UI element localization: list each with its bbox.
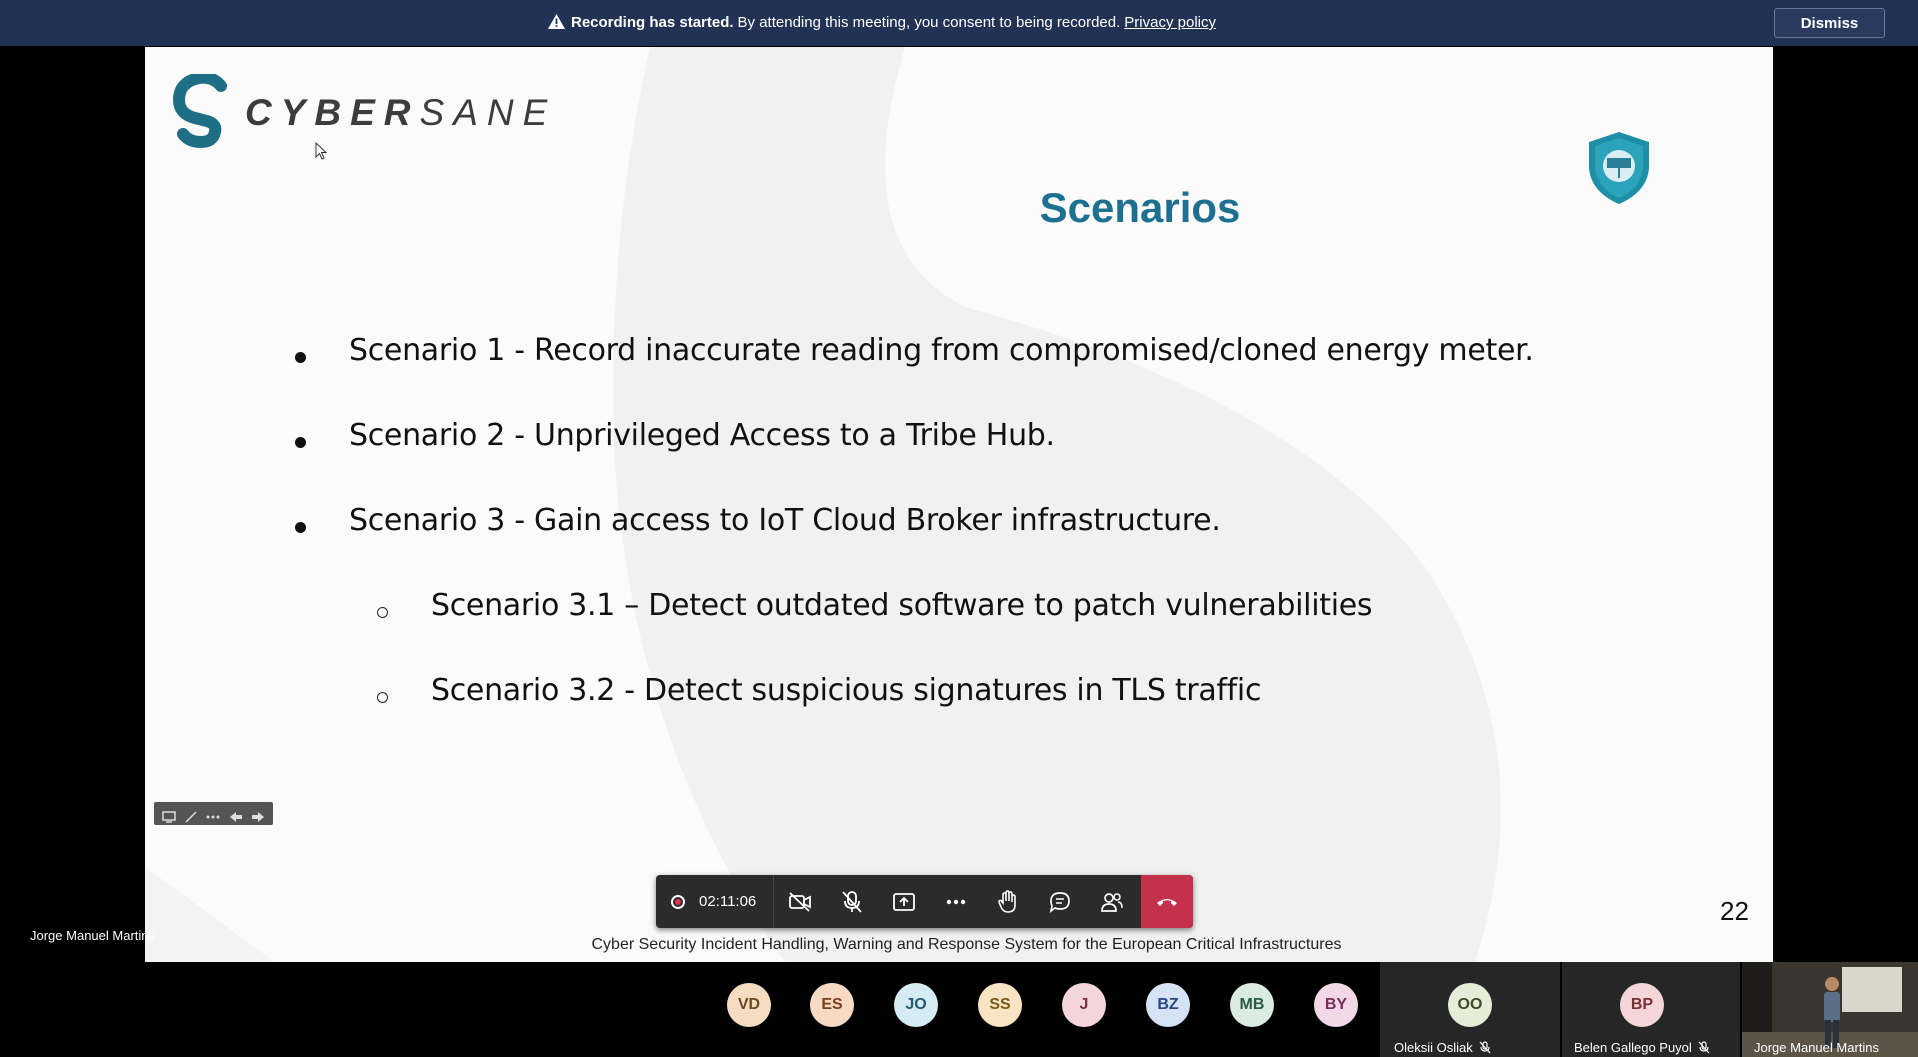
bullet-scenario-3-1: Scenario 3.1 – Detect outdated software to patch vulnerabilities xyxy=(431,588,1373,623)
pen-tool-icon[interactable] xyxy=(184,808,198,820)
slide-footer: Cyber Security Incident Handling, Warning and Response System for the European Critical Infrastructures xyxy=(591,936,1342,953)
more-actions-button[interactable] xyxy=(930,875,982,928)
participant-tile[interactable] xyxy=(1380,962,1560,1057)
previous-slide-icon[interactable] xyxy=(229,808,243,820)
chat-icon xyxy=(1049,891,1071,913)
mic-off-icon xyxy=(1698,1041,1710,1054)
participant-avatar[interactable]: BZ xyxy=(1146,983,1190,1027)
slide-navigation-tools xyxy=(154,802,273,825)
camera-button[interactable] xyxy=(774,875,826,928)
chat-button[interactable] xyxy=(1034,875,1086,928)
mic-off-icon xyxy=(841,890,863,914)
share-screen-icon xyxy=(893,893,915,911)
participant-avatar[interactable]: MB xyxy=(1230,983,1274,1027)
leave-call-button[interactable] xyxy=(1141,875,1193,928)
bullet-scenario-3-2: Scenario 3.2 - Detect suspicious signatures in TLS traffic xyxy=(431,673,1262,708)
hang-up-icon xyxy=(1156,897,1178,907)
participant-name: Jorge Manuel Martins xyxy=(1754,1040,1879,1055)
bullet-scenario-3: Scenario 3 - Gain access to IoT Cloud Broker infrastructure. xyxy=(349,503,1221,538)
recording-banner xyxy=(0,0,1918,46)
recording-icon xyxy=(671,895,685,909)
participant-avatar[interactable]: SS xyxy=(978,983,1022,1027)
privacy-policy-link[interactable]: Privacy policy xyxy=(1124,14,1216,31)
screen-menu-icon[interactable] xyxy=(162,808,176,820)
camera-off-icon xyxy=(788,892,812,912)
participant-avatar[interactable]: JO xyxy=(894,983,938,1027)
meeting-toolbar xyxy=(656,875,1193,928)
bullet-dot xyxy=(295,352,306,363)
speaker-video-tile[interactable] xyxy=(1742,962,1918,1057)
participants-button[interactable] xyxy=(1086,875,1138,928)
sub-bullet-circle xyxy=(377,692,388,703)
more-options-icon[interactable] xyxy=(206,808,220,820)
speaker-name-label: Jorge Manuel Martins xyxy=(30,928,155,943)
banner-text: By attending this meeting, you consent to being recorded. xyxy=(737,14,1121,31)
participant-name: Oleksii Osliak xyxy=(1394,1040,1491,1055)
participant-avatar[interactable]: VD xyxy=(727,983,771,1027)
raise-hand-button[interactable] xyxy=(982,875,1034,928)
next-slide-icon[interactable] xyxy=(251,808,265,820)
bullet-scenario-2: Scenario 2 - Unprivileged Access to a Tribe Hub. xyxy=(349,418,1055,453)
participant-name: Belen Gallego Puyol xyxy=(1574,1040,1710,1055)
mouse-cursor-icon xyxy=(315,142,327,160)
logo-text: CYBERSANE xyxy=(245,92,557,133)
share-screen-button[interactable] xyxy=(878,875,930,928)
participant-avatar: OO xyxy=(1448,983,1492,1027)
warning-icon xyxy=(548,14,565,29)
more-icon xyxy=(946,899,966,905)
call-timer: 02:11:06 xyxy=(699,893,757,910)
bullet-dot xyxy=(295,522,306,533)
bullet-dot xyxy=(295,437,306,448)
banner-message xyxy=(548,14,1216,31)
raise-hand-icon xyxy=(998,890,1018,914)
microphone-button[interactable] xyxy=(826,875,878,928)
mic-off-icon xyxy=(1479,1041,1491,1054)
dismiss-button[interactable]: Dismiss xyxy=(1774,8,1885,38)
participant-tile[interactable] xyxy=(1562,962,1740,1057)
banner-bold-text: Recording has started. xyxy=(571,14,734,31)
participant-avatar: BP xyxy=(1620,983,1664,1027)
participant-avatar[interactable]: ES xyxy=(810,983,854,1027)
recording-indicator xyxy=(656,875,774,928)
slide-title: Scenarios xyxy=(1039,184,1241,231)
bullet-scenario-1: Scenario 1 - Record inaccurate reading from compromised/cloned energy meter. xyxy=(349,333,1534,368)
slide-page-number: 22 xyxy=(1720,896,1749,926)
sub-bullet-circle xyxy=(377,607,388,618)
participant-avatar[interactable]: BY xyxy=(1314,983,1358,1027)
participants-strip xyxy=(0,962,1918,1057)
participant-avatar[interactable]: J xyxy=(1062,983,1106,1027)
cybersane-logo-icon xyxy=(173,74,229,152)
shared-slide xyxy=(145,47,1773,962)
participants-icon xyxy=(1100,891,1124,913)
